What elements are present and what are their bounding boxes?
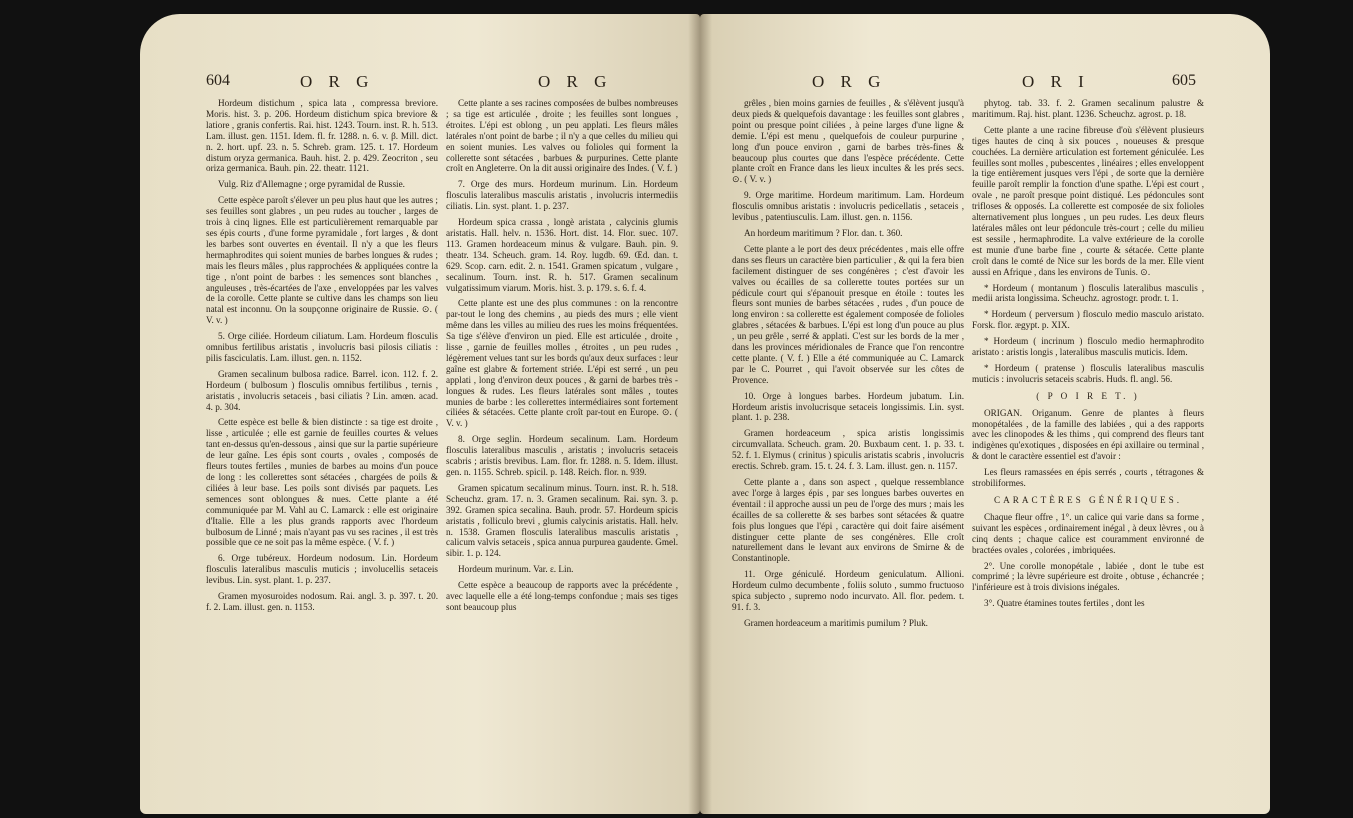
- paragraph: Hordeum spica crassa , longè aristata , calycinis glumis aristatis. Hall. helv. n. 1536. Hort. dist. 14. Flor. suec. 107. 113. Gramen hordeaceum minus & vulgare. Bauh. pin. 9. theatr. 134. Scheuch. gram. 14. Roy. lugdb. 69. Œd. dan. t. 629. Scop. carn. edit. 2. n. 1541. Gramen spicatum , vulgare , secalinum. Tourn. inst. R. h. 517. Gramen secalinum vulgatissimum viarum. Moris. hist. 3. p. 179. s. 6. f. 4.: [446, 217, 678, 293]
- paragraph: 2°. Une corolle monopétale , labiée , dont le tube est comprimé ; la lèvre supérieure est droite , obtuse , échancrée ; l'inférieure est à trois divisions inégales.: [972, 560, 1204, 593]
- left-page: [140, 14, 700, 814]
- paragraph: Cette plante a ses racines composées de bulbes nombreuses ; sa tige est articulée , droite ; les feuilles sont longues , étroites. L'épi est oblong , un peu applati. Les fleurs mâles latérales n'ont point de barbe ; il n'y a que celles du milieu qui en soient munies. Les valves ou folioles qui forment la collerette sont sétacées , barbues & purpurines. Cette plante croît en Angleterre. On la dit aussi originaire des Indes. ( V. f. ): [446, 98, 678, 174]
- paragraph: phytog. tab. 33. f. 2. Gramen secalinum palustre & maritimum. Raj. hist. plant. 1236. Scheuchz. agrost. p. 18.: [972, 98, 1204, 119]
- book-spread: [140, 14, 1270, 814]
- running-header-right: O R I: [1022, 72, 1090, 91]
- paragraph: ORIGAN. Origanum. Genre de plantes à fleurs monopétalées , de la famille des labiées , qui a des rapports avec les clinopodes & les thims , qui comprend des fleurs tant indigènes qu'exotiques , disposées en épi axillaire ou terminal , & dont le caractère essentiel est d'avoir :: [972, 407, 1204, 462]
- running-header-left: O R G: [300, 72, 375, 91]
- book-gutter: [688, 14, 712, 814]
- paragraph: 6. Orge tubéreux. Hordeum nodosum. Lin. Hordeum flosculis lateralibus masculis muticis ; involucellis setaceis levibus. Lin. syst. plant. 1. p. 237.: [206, 553, 438, 586]
- author-signature: ( P O I R E T. ): [1036, 390, 1140, 401]
- page-number: 605: [1172, 72, 1196, 89]
- paragraph: Gramen spicatum secalinum minus. Tourn. inst. R. h. 518. Scheuchz. gram. 17. n. 3. Gramen secalinum. Rai. syn. 3. p. 392. Gramen spica secalina. Bauh. prodr. 57. Hordeum spicis aristatis , folliculo brevi , glumis calycinis aristatis. Hall. helv. n. 1538. Gramen flosculis lateralibus masculis aristatis , calicum valvis setaceis , spica annua purpurea gaudente. Gmel. sibir. 1. p. 124.: [446, 482, 678, 559]
- page-number: 604: [206, 72, 230, 89]
- right-page: [700, 14, 1270, 814]
- paragraph: 11. Orge géniculé. Hordeum geniculatum. Allioni. Hordeum culmo decumbente , foliis soluto , summo fructuoso spica subjecto , supremo nodo incurvato. All. flor. pedem. t. 91. f. 3.: [732, 569, 964, 612]
- left-page-column-2: [446, 98, 678, 618]
- paragraph: * Hordeum ( montanum ) flosculis lateralibus masculis , medii arista longissima. Scheuchz. agrostogr. prodr. t. 1.: [972, 282, 1204, 304]
- right-page-column-1: [732, 98, 964, 634]
- paragraph: Gramen hordeaceum a maritimis pumilum ? Pluk.: [744, 617, 928, 628]
- paragraph: Cette espèce paroît s'élever un peu plus haut que les autres ; ses feuilles sont glabres , un peu rudes au toucher , larges de trois à cinq lignes. Elle est particulièrement remarquable par ses épis courts , d'une forme pyramidale , fort larges , & dont les barbes sont ouvertes en éventail. Il n'y a que les fleurs hermaphrodites qui soient munies de barbes longues & rudes ; mais les fleurs mâles , plus rapprochées & appliquées contre la tige , n'ont point de barbes : les semences sont blanches , anguleuses , très-écartées de l'axe , enveloppées par les valves de la corolle. Cette plante se cultive dans les champs son lieu natal est inconnu. On la soupçonne originaire de Russie. ⊙. ( V. v. ): [206, 195, 438, 326]
- paragraph: * Hordeum ( incrinum ) flosculo medio hermaphrodito aristato : aristis longis , lateralibus masculis muticis. Idem.: [972, 336, 1204, 358]
- running-header-left: O R G: [812, 72, 887, 91]
- paragraph: * Hordeum ( perversum ) flosculo medio masculo aristato. Forsk. flor. ægypt. p. XIX.: [972, 309, 1204, 331]
- paragraph: Cette plante a le port des deux précédentes , mais elle offre dans ses fleurs un caractère bien particulier , & qui la fera bien facilement distinguer de ses congénères ; c'est d'avoir les valves ou écailles de sa collerette toutes portées sur un pédicule court qui s'épanouit presque en étoile : toutes les fleurs sont munies de barbes sétacées , rudes , d'un pouce de long environ : sa collerette est également composée de folioles glabres , sétacées & barbues. L'épi est long d'un pouce au plus , un peu grêle , serré & applati. C'est sur les bords de la mer , dans les provinces méridionales de France que l'on rencontre cette plante. ( V. f. ) Elle a été communiquée au C. Lamarck par le C. Pourret , qui l'avoit observée sur les côtes de Provence.: [732, 243, 964, 385]
- paragraph: Cette plante est une des plus communes : on la rencontre par-tout le long des chemins , au pieds des murs ; elle vient même dans les villes au milieu des rues les moins fréquentées. Sa tige s'élève d'environ un pied. Elle est articulée , droite , lisse , garnie de feuilles molles , étroites , un peu rudes , légèrement velues tant sur les bords qu'aux deux surfaces : leur gaîne est glabre & fortement striée. L'épi est serré , un peu applati , long d'environ deux pouces , & garni de barbes très - longues & rudes. Les fleurs latérales sont mâles , toutes munies de barbe : les collerettes intermédiaires sont fortement ciliées & sétacées. Cette plante croît par-tout en Europe. ⊙. ( V. v. ): [446, 298, 678, 429]
- section-heading: CARACTÈRES GÉNÉRIQUES.: [994, 495, 1182, 505]
- paragraph: Gramen myosuroides nodosum. Rai. angl. 3. p. 397. t. 20. f. 2. Lam. illust. gen. n. 1153.: [206, 591, 438, 612]
- paragraph: 10. Orge à longues barbes. Hordeum jubatum. Lin. Hordeum aristis involucrisque setaceis longissimis. Lin. syst. plant. 1. p. 238.: [732, 390, 964, 423]
- paragraph: Hordeum murinum. Var. ε. Lin.: [458, 564, 574, 575]
- paragraph: Hordeum distichum , spica lata , compressa breviore. Moris. hist. 3. p. 206. Hordeum distichum spica breviore & latiore , granis confertis. Rai. hist. 1243. Tourn. inst. R. h. 513. Lam. illust. gen. 1151. Idem. fl. fr. 1288. n. 6. v. β. Mill. dict. n. 2. hort. upf. 23. n. 5. Schreb. gram. 125. t. 17. Hordeum distum oryza germanica. Bauh. hist. 2. p. 429. Zeocriton , seu oriza germanica. Bauh. pin. 22. theatr. 1121.: [206, 98, 438, 174]
- right-page-column-2: [972, 98, 1204, 614]
- paragraph: 7. Orge des murs. Hordeum murinum. Lin. Hordeum flosculis lateralibus masculis aristatis , involucris intermediis ciliatis. Lin. syst. plant. 1. p. 237.: [446, 179, 678, 212]
- paragraph: Vulg. Riz d'Allemagne ; orge pyramidal de Russie.: [218, 179, 405, 190]
- left-page-column-1: [206, 98, 438, 618]
- paragraph: An hordeum maritimum ? Flor. dan. t. 360.: [744, 227, 903, 238]
- paragraph: 5. Orge ciliée. Hordeum ciliatum. Lam. Hordeum flosculis omnibus fertilibus aristatis , involucris basi pilosis ciliatis : pilis fasciculatis. Lam. illust. gen. n. 1152.: [206, 331, 438, 363]
- paragraph: 8. Orge seglin. Hordeum secalinum. Lam. Hordeum flosculis lateralibus masculis , aristatis ; involucris setaceis scabris ; aristis brevibus. Lam. flor. fr. 1288. n. 5. Idem. illust. gen. n. 1155. Schreb. spicil. p. 148. Reich. flor. n. 939.: [446, 434, 678, 477]
- paragraph: Chaque fleur offre , 1°. un calice qui varie dans sa forme , suivant les espèces , ordinairement inégal , à deux lèvres , ou à cinq dents ; chaque calice est couramment environné de bractées ovales , colorées , imbriquées.: [972, 511, 1204, 555]
- running-header-right: O R G: [538, 72, 613, 91]
- paragraph: 9. Orge maritime. Hordeum maritimum. Lam. Hordeum flosculis omnibus aristatis : involucris pedicellatis , setaceis , levibus , patentiusculis. Lam. illust. gen. n. 1156.: [732, 190, 964, 223]
- paragraph: Cette plante a , dans son aspect , quelque ressemblance avec l'orge à larges épis , par ses longues barbes ouvertes en éventail : il approche aussi un peu de l'orge des murs ; mais les écailles de sa collerette & ses barbes sont sétacées & quatre fois plus longues que l'épi , caractère qui doit faire aisément distinguer cette plante de ses congénères. Elle croît naturellement dans le levant aux environs de Smirne & de Constantinople.: [732, 477, 964, 564]
- paragraph: grêles , bien moins garnies de feuilles , & s'élèvent jusqu'à deux pieds & quelquefois davantage : les feuilles sont glabres , point ou presque point ciliées , à peine larges d'une ligne & demie. L'épi est menu , quelquefois de couleur purpurine , long d'un pouce environ , garni de barbes très-fines & beaucoup plus courtes que dans l'espèce précédente. Cette plante croît en France dans les lieux incultes & les prés secs. ⊙. ( V. v. ): [732, 98, 964, 185]
- paragraph: Gramen hordeaceum , spica aristis longissimis circumvallata. Scheuch. gram. 20. Buxbaum cent. 1. p. 33. t. 52. f. 1. Elymus ( crinitus ) spiculis aristatis scabris , involucris erectis. Schreb. gram. 15. t. 24. f. 3. Lam. illust. gen. n. 1157.: [732, 428, 964, 472]
- paragraph: 3°. Quatre étamines toutes fertiles , dont les: [984, 598, 1145, 609]
- paragraph: Cette espèce a beaucoup de rapports avec la précédente , avec laquelle elle a été long-temps confondue ; mais ses tiges sont beaucoup plus: [446, 580, 678, 612]
- paragraph: Les fleurs ramassées en épis serrés , courts , tétragones & strobiliformes.: [972, 467, 1204, 489]
- paragraph: * Hordeum ( pratense ) flosculis lateralibus masculis muticis : involucris setaceis scabris. Huds. fl. angl. 56.: [972, 362, 1204, 384]
- paragraph: Cette espèce est belle & bien distincte : sa tige est droite , lisse , articulée ; elle est garnie de feuilles courtes & velues tant en-dessus qu'en-dessous , ainsi que sur la partie supérieure de leur gaîne. Les épis sont courts , ovales , composés de fleurs toutes fertiles , munies de barbes au moins d'un pouce de long : les collerettes sont sétacées , chargées de poils & ciliées à leur base. Les poils sont divisés par paquets. Les semences sont oblongues & nues. Cette plante a été communiquée par M. Vahl au C. Lamarck : elle est originaire d'Italie. Elle a les plus grands rapports avec l'hordeum bulbosum de Linné ; mais n'ayant pas vu ses racines , il est très possible que ce ne soit pas la même espèce. ( V. f. ): [206, 417, 438, 548]
- paragraph: Gramen secalinum bulbosa radice. Barrel. icon. 112. f. 2. Hordeum ( bulbosum ) flosculis omnibus fertilibus , ternis , aristatis , involucris setaceis , basi ciliatis ? Lin. amœn. acad. 4. p. 304.: [206, 368, 438, 412]
- paragraph: Cette plante a une racine fibreuse d'où s'élèvent plusieurs tiges hautes de cinq à six pouces , noueuses & presque couchées. La dernière articulation est fortement géniculée. Les feuilles sont molles , pubescentes , linéaires ; elles enveloppent la tige entièrement jusques vers l'épi , de sorte que la dernière feuille paroît remplir la fonction d'une spathe. L'épi est court , ovale , ne paroît presque point distiqué. Les pédoncules sont trifloses & opposés. La collerette est composée de six folioles alternativement plus longues , un peu rudes. Les deux fleurs latérales mâles ont leur pédoncule très-court ; celle du milieu est sessile , hermaphrodite. La valve extérieure de la corolle est munie d'une barbe fine , courte & sétacée. Cette plante croît dans le comté de Nice sur les bords de la mer. Elle vient aussi en Afrique , dans les environs de Tunis. ⊙.: [972, 124, 1204, 277]
